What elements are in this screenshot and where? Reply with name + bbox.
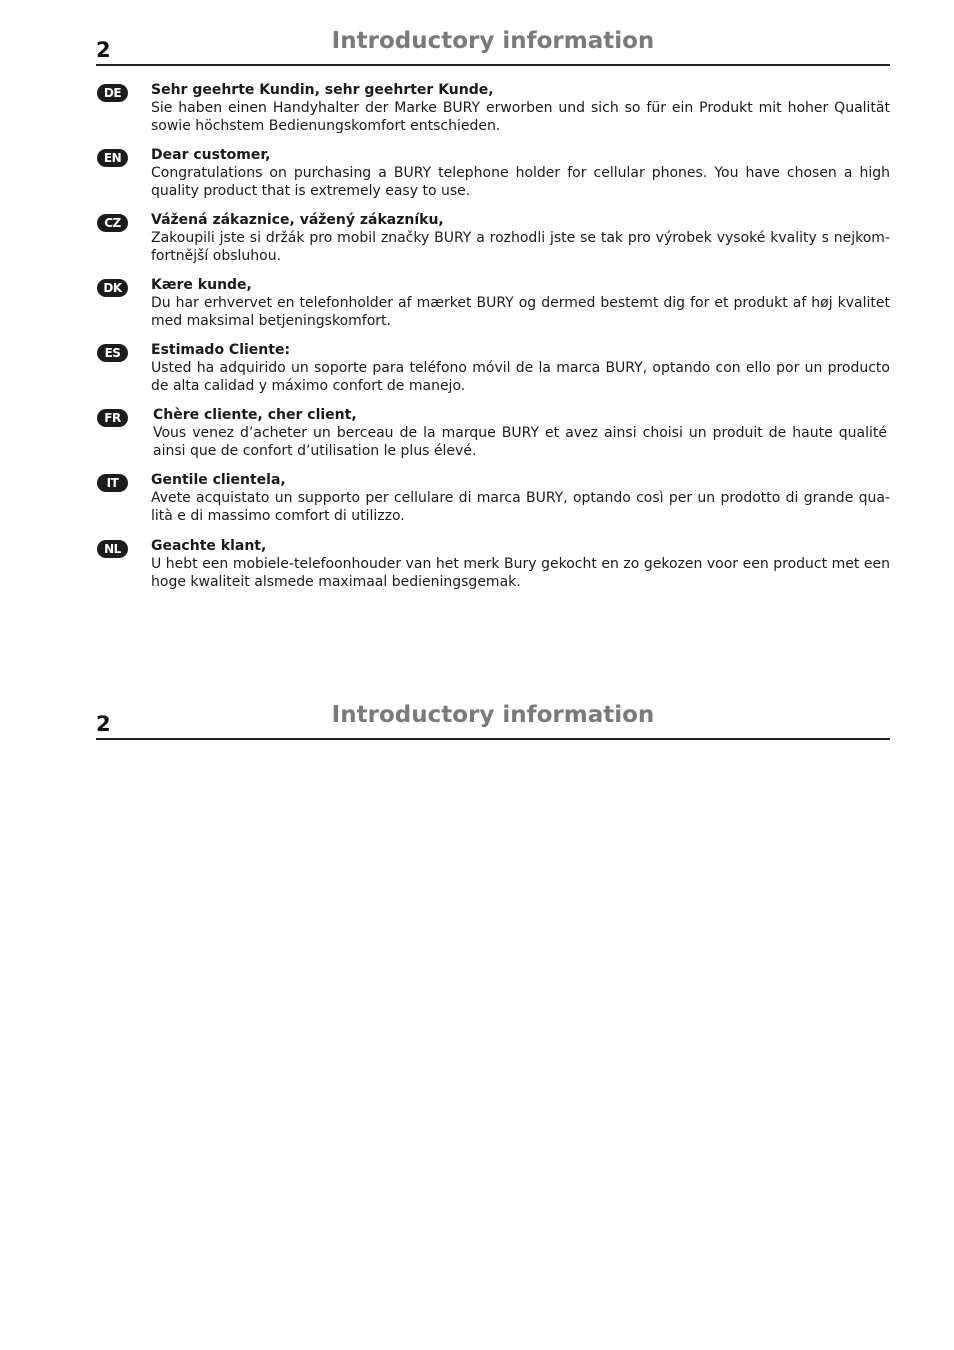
intro-paragraph: Du har erhvervet en telefonholder af mærket BURY og dermed bestemt dig for et produkt af høj kvalitet med maksimal betjeningskomfort. [151,295,890,329]
lang-entry-cz [96,211,890,265]
page-number: 2 [96,38,111,62]
intro-paragraph: Zakoupili jste si držák pro mobil značky BURY a rozhodli jste se tak pro výrobek vysoké kvality s nejkom-fortnější obsluhou. [151,230,890,264]
greeting: Geachte klant, [151,538,267,554]
lang-entry-es [96,341,890,395]
intro-paragraph: Vous venez d’acheter un berceau de la marque BURY et avez ainsi choisi un produit de haute qualité ainsi que de confort d’utilisation le plus élevé. [153,425,887,459]
lang-text [151,211,890,265]
lang-badge-es: ES [97,344,128,362]
intro-paragraph: Sie haben einen Handyhalter der Marke BURY erworben und sich so für ein Produkt mit hoher Qualität sowie höchstem Bedienungskomfort entschieden. [151,100,890,134]
lang-badge-en: EN [97,149,128,167]
lang-badge-it: IT [97,474,128,492]
page-number: 2 [96,712,111,736]
page-header-repeat [96,702,890,740]
lang-badge-nl: NL [97,540,128,558]
lang-badge-cz: CZ [97,214,128,232]
greeting: Estimado Cliente: [151,342,291,358]
lang-badge-de: DE [97,84,128,102]
lang-badge-fr: FR [97,409,128,427]
greeting: Dear customer, [151,147,271,163]
greeting: Kære kunde, [151,277,252,293]
lang-entry-nl [96,537,890,591]
intro-paragraph: U hebt een mobiele-telefoonhouder van het merk Bury gekocht en zo gekozen voor een product met een hoge kwaliteit alsmede maximaal bedieningsgemak. [151,556,890,590]
lang-entry-fr [96,406,890,460]
greeting: Sehr geehrte Kundin, sehr geehrter Kunde, [151,82,494,98]
lang-text [151,537,890,591]
intro-paragraph: Avete acquistato un supporto per cellulare di marca BURY, optando così per un prodotto di grande qua-lità e di massimo comfort di utilizzo. [151,490,890,524]
greeting: Vážená zákaznice, vážený zákazníku, [151,212,444,228]
lang-entry-de [96,81,890,135]
lang-text [151,471,890,525]
lang-text [153,406,887,460]
page-header [96,28,890,66]
greeting: Chère cliente, cher client, [153,407,357,423]
lang-text [151,276,890,330]
lang-entry-dk [96,276,890,330]
lang-entry-en [96,146,890,200]
lang-text [151,146,890,200]
lang-badge-dk: DK [97,279,128,297]
lang-text [151,81,890,135]
lang-entry-it [96,471,890,525]
lang-text [151,341,890,395]
intro-paragraph: Usted ha adquirido un soporte para teléfono móvil de la marca BURY, optando con ello por un producto de alta calidad y máximo confort de manejo. [151,360,890,394]
page-title: Introductory information [331,702,655,728]
greeting: Gentile clientela, [151,472,286,488]
page-title: Introductory information [331,28,655,54]
intro-paragraph: Congratulations on purchasing a BURY telephone holder for cellular phones. You have chosen a high quality product that is extremely easy to use. [151,165,890,199]
